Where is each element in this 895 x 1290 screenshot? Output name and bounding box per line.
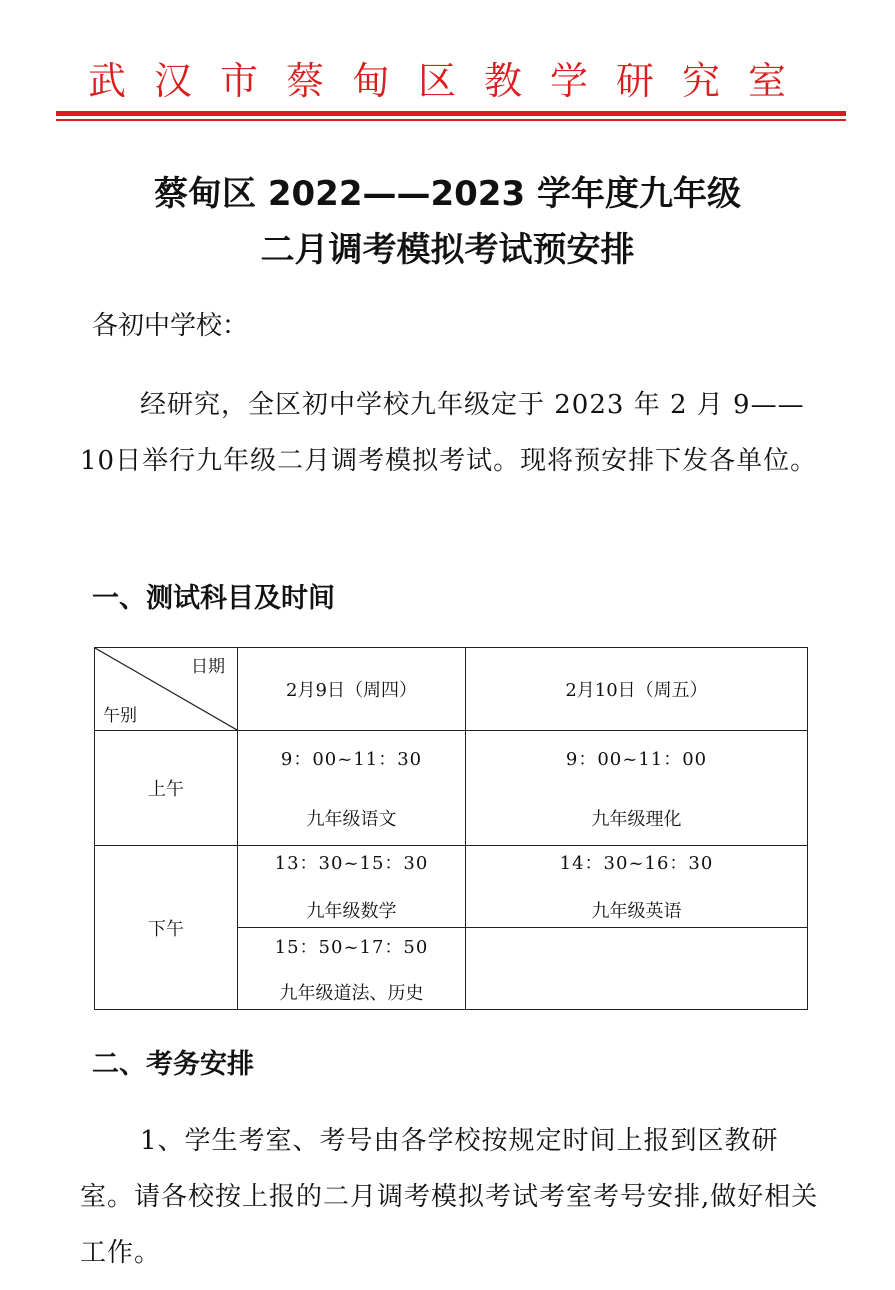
afternoon-day2-time: 14：30~16：30 [559, 852, 714, 874]
intro-paragraph: 经研究，全区初中学校九年级定于 2023 年 2 月 9——10日举行九年级二月调考模拟考试。现将预安排下发各单位。 [80, 390, 818, 476]
morning-day1-subject: 九年级语文 [306, 809, 397, 830]
column-header-day1: 2月9日（周四） [238, 648, 466, 731]
afternoon-day2-cell [466, 846, 808, 928]
afternoon-day2-empty-cell [466, 928, 808, 1010]
section-heading-exam-affairs: 二、考务安排 [92, 1049, 254, 1080]
exam-affairs-item1: 1、学生考室、考号由各学校按规定时间上报到区教研室。请各校按上报的二月调考模拟考试考室考号安排,做好相关工作。 [80, 1126, 819, 1268]
morning-day1-cell [238, 731, 466, 846]
morning-day2-cell [466, 731, 808, 846]
issuer-letterhead: 武汉市蔡甸区教学研究室 [87, 59, 814, 103]
document-title-line1: 蔡甸区 2022——2023 学年度九年级 [154, 174, 741, 214]
afternoon-day1b-time: 15：50~17：50 [274, 936, 429, 958]
corner-period-label: 午别 [103, 706, 137, 726]
salutation: 各初中学校： [92, 311, 249, 341]
corner-header-cell [95, 648, 238, 731]
afternoon-day1a-time: 13：30~15：30 [274, 852, 429, 874]
exam-schedule-table [94, 647, 808, 1010]
morning-day2-time: 9：00~11：00 [565, 749, 708, 770]
afternoon-day1a-subject: 九年级数学 [306, 900, 397, 922]
document-title-line2: 二月调考模拟考试预安排 [260, 230, 635, 270]
afternoon-day1-cell-a [238, 846, 466, 928]
section-heading-subjects: 一、测试科目及时间 [92, 583, 335, 614]
row-label-morning: 上午 [95, 731, 238, 846]
afternoon-day2-subject: 九年级英语 [591, 900, 682, 922]
morning-day1-time: 9：00~11：30 [280, 749, 423, 770]
afternoon-day1b-subject: 九年级道法、历史 [279, 982, 424, 1004]
corner-date-label: 日期 [191, 657, 225, 677]
morning-day2-subject: 九年级理化 [591, 809, 682, 830]
afternoon-day1-cell-b [238, 928, 466, 1010]
letterhead-rule-thin [56, 119, 846, 121]
column-header-day2: 2月10日（周五） [466, 648, 808, 731]
row-label-afternoon: 下午 [95, 846, 238, 1010]
letterhead-rule-thick [56, 111, 846, 116]
